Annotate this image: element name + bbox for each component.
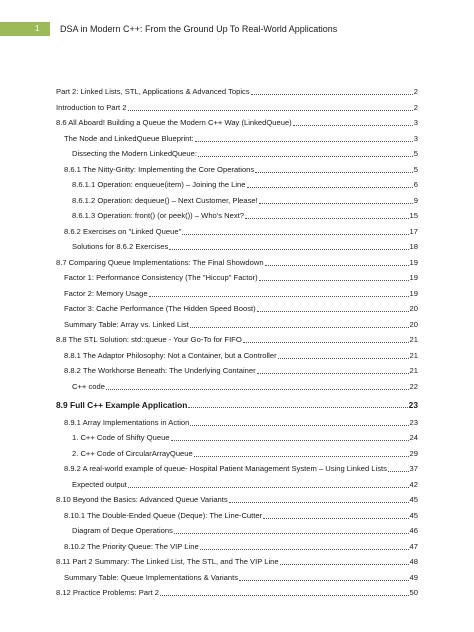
toc-leader-dots [171,440,409,441]
toc-leader-dots [229,502,409,503]
toc-entry-page: 5 [413,149,418,158]
toc-entry-page: 19 [409,257,418,267]
toc-entry[interactable] [72,178,418,190]
toc-entry-page: 46 [409,526,418,535]
toc-entry-page: 19 [409,273,418,282]
toc-entry-page: 9 [413,195,418,205]
toc-entry-label: Diagram of Deque Operations [72,526,173,535]
toc-entry[interactable] [64,225,418,237]
toc-leader-dots [182,234,408,235]
toc-entry-page: 21 [409,335,418,344]
toc-entry[interactable] [56,398,418,410]
toc-leader-dots [106,389,409,390]
toc-leader-dots [128,487,409,488]
toc-entry-label: 2. C++ Code of CircularArrayQueue [72,448,193,458]
toc-entry-label: 8.8.2 The Workhorse Beneath: The Underlying Container [64,366,256,375]
toc-entry[interactable] [56,256,418,268]
toc-entry[interactable] [64,349,418,361]
toc-leader-dots [247,187,413,188]
toc-leader-dots [160,595,409,596]
toc-entry-page: 49 [409,572,418,582]
toc-entry[interactable] [56,85,418,97]
toc-entry-label: Dissecting the Modern LinkedQueue: [72,149,197,158]
toc-entry-label: 8.6.1.1 Operation: enqueue(item) – Joining the Line [72,180,246,189]
toc-entry-page: 5 [413,164,418,174]
toc-leader-dots [190,327,409,328]
toc-entry-label: Summary Table: Array vs. Linked List [64,319,189,329]
toc-leader-dots [265,265,409,266]
toc-entry-page: 6 [413,180,418,189]
toc-entry-label: 8.6.1.2 Operation: dequeue() – Next Customer, Please! [72,195,258,205]
toc-entry-label: 8.6 All Aboard! Building a Queue the Modern C++ Way (LinkedQueue) [56,118,292,127]
toc-entry[interactable] [56,116,418,128]
toc-entry[interactable] [64,163,418,175]
toc-entry-label: Part 2: Linked Lists, STL, Applications & Advanced Topics [56,87,250,96]
toc-entry-label: C++ code [72,381,105,391]
toc-leader-dots [174,533,409,534]
toc-entry-page: 23 [408,400,418,410]
toc-entry-label: The Node and LinkedQueue Blueprint: [64,133,194,143]
toc-leader-dots [259,280,409,281]
toc-leader-dots [169,249,408,250]
toc-entry-page: 37 [409,464,418,473]
toc-entry-label: Factor 2: Memory Usage [64,288,148,298]
toc-leader-dots [278,358,409,359]
toc-leader-dots [243,342,409,343]
toc-entry-page: 50 [409,588,418,597]
toc-leader-dots [239,580,409,581]
toc-entry-page: 20 [409,304,418,313]
toc-entry[interactable] [64,571,418,583]
toc-leader-dots [257,311,409,312]
page-number-badge [0,22,50,36]
toc-entry-label: 8.9.1 Array Implementations in Action [64,417,190,427]
toc-entry-page: 20 [409,319,418,329]
toc-entry[interactable] [56,101,418,113]
toc-entry-label: Factor 3: Cache Performance (The Hidden Speed Boost) [64,304,256,313]
page-number: 1 [35,24,40,33]
toc-leader-dots [149,296,409,297]
toc-entry[interactable] [64,287,418,299]
toc-entry-label: 8.10.1 The Double-Ended Queue (Deque): The Line-Cutter [64,510,263,520]
toc-entry-label: 8.6.1 The Nitty-Gritty: Implementing the Core Operations [64,164,255,174]
toc-entry[interactable] [64,509,418,521]
toc-entry[interactable] [72,431,418,443]
toc-entry-page: 19 [409,288,418,298]
toc-entry[interactable] [64,540,418,552]
toc-leader-dots [188,407,407,408]
toc-entry[interactable] [72,380,418,392]
toc-entry[interactable] [64,318,418,330]
toc-entry-label: Solutions for 8.6.2 Exercises [72,242,169,251]
toc-entry-label: 8.12 Practice Problems: Part 2 [56,588,159,597]
toc-entry-page: 45 [409,495,418,504]
toc-entry-page: 22 [409,381,418,391]
toc-leader-dots [128,110,413,111]
page-header [0,22,474,36]
toc-entry[interactable] [56,555,418,567]
toc-entry-label: 8.6.2 Exercises on "Linked Queue" [64,226,182,236]
toc-entry-label: Summary Table: Queue Implementations & Variants [64,572,239,582]
toc-entry-page: 21 [409,350,418,360]
toc-entry-label: 8.8 The STL Solution: std::queue - Your Go-To for FIFO [56,335,242,344]
toc-leader-dots [388,471,409,472]
toc-entry-page: 24 [409,433,418,442]
toc-entry-page: 48 [409,557,418,566]
toc-entry-label: Introduction to Part 2 [56,102,127,112]
toc-entry[interactable] [64,271,418,283]
toc-entry-page: 29 [409,448,418,458]
toc-entry[interactable] [64,302,418,314]
toc-entry-label: Expected output [72,479,127,489]
toc-entry-page: 3 [413,118,418,127]
toc-entry[interactable] [72,209,418,221]
toc-entry-page: 17 [409,226,418,236]
toc-leader-dots [280,564,409,565]
toc-leader-dots [195,141,413,142]
toc-entry-page: 3 [413,133,418,143]
toc-entry-label: 8.8.1 The Adaptor Philosophy: Not a Container, but a Controller [64,350,277,360]
toc-entry-label: Factor 1: Performance Consistency (The "Hiccup" Factor) [64,273,258,282]
toc-entry[interactable] [72,240,418,252]
toc-leader-dots [200,549,409,550]
toc-leader-dots [293,125,413,126]
toc-entry-page: 21 [409,366,418,375]
toc-leader-dots [198,156,413,157]
toc-entry-label: 8.10 Beyond the Basics: Advanced Queue Variants [56,495,228,504]
toc-leader-dots [259,203,413,204]
toc-entry-label: 8.10.2 The Priority Queue: The VIP Line [64,541,199,551]
toc-entry-page: 47 [409,541,418,551]
toc-leader-dots [255,172,413,173]
toc-entry-page: 2 [413,87,418,96]
toc-leader-dots [263,518,408,519]
toc-entry-label: 8.6.1.3 Operation: front() (or peek()) – Who's Next? [72,211,244,220]
toc-entry[interactable] [72,194,418,206]
toc-entry-page: 42 [409,479,418,489]
toc-entry-label: 8.11 Part 2 Summary: The Linked List, The STL, and The VIP Line [56,557,279,566]
toc-entry[interactable] [56,493,418,505]
toc-entry[interactable] [64,462,418,474]
toc-entry[interactable] [72,524,418,536]
toc-entry-page: 18 [409,242,418,251]
toc-entry-label: 1. C++ Code of Shifty Queue [72,433,170,442]
toc-entry[interactable] [72,478,418,490]
toc-leader-dots [190,425,408,426]
document-title: DSA in Modern C++: From the Ground Up To Real-World Applications [60,24,338,34]
toc-leader-dots [194,456,409,457]
toc-leader-dots [251,94,413,95]
toc-entry[interactable] [64,132,418,144]
toc-entry-label: 8.7 Comparing Queue Implementations: The Final Showdown [56,257,264,267]
toc-entry-label: 8.9 Full C++ Example Application [56,400,188,410]
toc-leader-dots [257,373,409,374]
toc-entry-label: 8.9.2 A real-world example of queue- Hospital Patient Management System – Using Linked Lists [64,464,387,473]
toc-entry[interactable] [72,147,418,159]
toc-entry[interactable] [56,333,418,345]
toc-entry[interactable] [64,364,418,376]
toc-entry[interactable] [72,447,418,459]
toc-leader-dots [245,218,409,219]
toc-entry[interactable] [64,416,418,428]
toc-entry-page: 2 [413,102,418,112]
toc-entry[interactable] [56,586,418,598]
toc-entry-page: 45 [409,510,418,520]
toc-entry-page: 23 [409,417,418,427]
toc-entry-page: 15 [409,211,418,220]
